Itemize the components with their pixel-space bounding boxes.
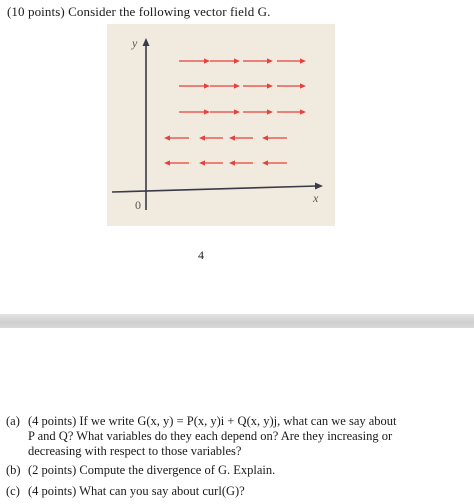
field-arrow (179, 58, 210, 63)
field-arrows (164, 58, 306, 165)
field-arrow (199, 160, 223, 165)
x-axis-label: x (313, 191, 319, 205)
field-arrow (210, 58, 240, 63)
y-axis-arrowhead (143, 38, 150, 46)
part-a-mark: (a) (6, 414, 20, 428)
part-b-line-1: (2 points) Compute the divergence of G. Explain. (28, 463, 276, 477)
part-c-line-1: (4 points) What can you say about curl(G)? (28, 484, 245, 498)
x-axis-arrowhead (315, 183, 323, 190)
page-separator (0, 314, 474, 328)
field-arrow (229, 135, 253, 140)
field-arrow (262, 160, 287, 165)
field-arrow (277, 109, 306, 114)
y-axis-label: y (132, 36, 138, 50)
field-arrow (243, 109, 273, 114)
field-arrow (277, 83, 306, 88)
part-a (6, 414, 397, 459)
field-arrow (277, 58, 306, 63)
part-b (6, 463, 275, 478)
vector-field-figure (107, 24, 335, 226)
origin-label: 0 (135, 198, 141, 212)
field-arrow (179, 83, 210, 88)
page-number: 4 (198, 248, 204, 262)
problem-heading: (10 points) Consider the following vector field G. (7, 4, 271, 19)
vector-field-plot (107, 24, 335, 226)
field-arrow (210, 109, 240, 114)
part-a-line-3: decreasing with respect to those variables? (28, 444, 242, 458)
part-c (6, 484, 245, 499)
part-a-line-1: (4 points) If we write G(x, y) = P(x, y)i + Q(x, y)j, what can we say about (28, 414, 397, 428)
field-arrow (229, 160, 253, 165)
field-arrow (262, 135, 287, 140)
field-arrow (164, 160, 189, 165)
field-arrow (179, 109, 210, 114)
part-a-line-2: P and Q? What variables do they each depend on? Are they increasing or (28, 429, 393, 443)
page-lower (0, 328, 474, 504)
field-arrow (199, 135, 223, 140)
field-arrow (243, 58, 273, 63)
x-axis (112, 186, 317, 192)
field-arrow (243, 83, 273, 88)
part-b-mark: (b) (6, 463, 21, 477)
field-arrow (210, 83, 240, 88)
field-arrow (164, 135, 189, 140)
part-c-mark: (c) (6, 484, 20, 498)
